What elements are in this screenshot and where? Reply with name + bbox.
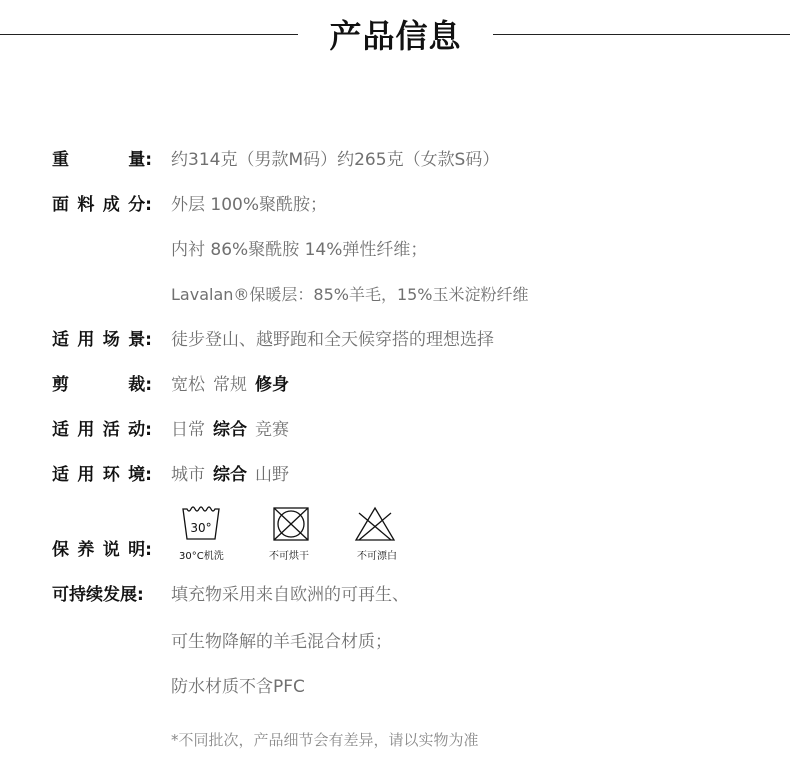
spec-row-activity [0, 415, 790, 445]
no-tumble-dry-icon [271, 505, 311, 543]
spec-row-fabric-lining [0, 235, 790, 265]
section-header [0, 0, 790, 70]
fit-option-selected: 修身 [255, 375, 289, 395]
care-caption-no-tumble-dry: 不可烘干 [269, 551, 309, 562]
spec-value-sustain-2: 可生物降解的羊毛混合材质； [171, 632, 392, 652]
header-divider-right [493, 34, 790, 35]
spec-label-care: 保 养 说 明: [52, 540, 152, 560]
spec-row-fabric [0, 190, 790, 220]
wash-30-icon [181, 505, 221, 543]
page-title: 产品信息 [329, 17, 462, 55]
no-bleach-icon [353, 505, 397, 543]
care-caption-wash: 30°C机洗 [179, 551, 224, 562]
disclaimer-note: *不同批次，产品细节会有差异，请以实物为准 [171, 731, 479, 749]
care-icons [171, 505, 431, 565]
care-item-no-tumble-dry [269, 505, 339, 565]
spec-value-fabric-lining: 内衬 86%聚酰胺 14%弹性纤维； [171, 240, 428, 260]
spec-value-fabric-outer: 外层 100%聚酰胺； [171, 195, 328, 215]
fit-option: 常规 [213, 375, 247, 395]
spec-label-weight: 重 量: [52, 150, 152, 170]
spec-label-environment: 适 用 环 境: [52, 465, 152, 485]
spec-label-fit: 剪 裁: [52, 375, 152, 395]
spec-row-fit [0, 370, 790, 400]
spec-value-environment [171, 460, 289, 490]
activity-option-selected: 综合 [213, 420, 247, 440]
spec-row-weight [0, 145, 790, 175]
spec-value-fabric-insulation: Lavalan®保暖层：85%羊毛，15%玉米淀粉纤维 [171, 285, 529, 304]
spec-value-activity [171, 415, 289, 445]
spec-label-activity: 适 用 活 动: [52, 420, 152, 440]
spec-row-fabric-insulation [0, 280, 790, 310]
environment-option: 城市 [171, 465, 205, 485]
activity-option: 日常 [171, 420, 205, 440]
spec-value-scene: 徒步登山、越野跑和全天候穿搭的理想选择 [171, 330, 494, 350]
spec-row-sustain-3 [0, 672, 790, 702]
spec-value-fit [171, 370, 289, 400]
spec-value-sustain-1: 填充物采用来自欧洲的可再生、 [171, 585, 409, 605]
spec-row-scene [0, 325, 790, 355]
header-divider-left [0, 34, 298, 35]
spec-row-sustain-2 [0, 627, 790, 657]
spec-label-scene: 适 用 场 景: [52, 330, 152, 350]
care-item-wash [179, 505, 249, 565]
wash-30-badge: 30° [190, 521, 212, 535]
spec-label-fabric: 面 料 成 分: [52, 195, 152, 215]
care-caption-no-bleach: 不可漂白 [357, 551, 397, 562]
activity-option: 竞赛 [255, 420, 289, 440]
spec-row-sustain [0, 580, 790, 610]
spec-value-weight: 约314克（男款M码）约265克（女款S码） [171, 150, 500, 170]
care-item-no-bleach [353, 505, 423, 565]
fit-option: 宽松 [171, 375, 205, 395]
spec-label-sustain: 可 持 续 发 展 : [52, 585, 144, 605]
spec-row-environment [0, 460, 790, 490]
environment-option: 山野 [255, 465, 289, 485]
spec-value-sustain-3: 防水材质不含PFC [171, 677, 305, 697]
environment-option-selected: 综合 [213, 465, 247, 485]
